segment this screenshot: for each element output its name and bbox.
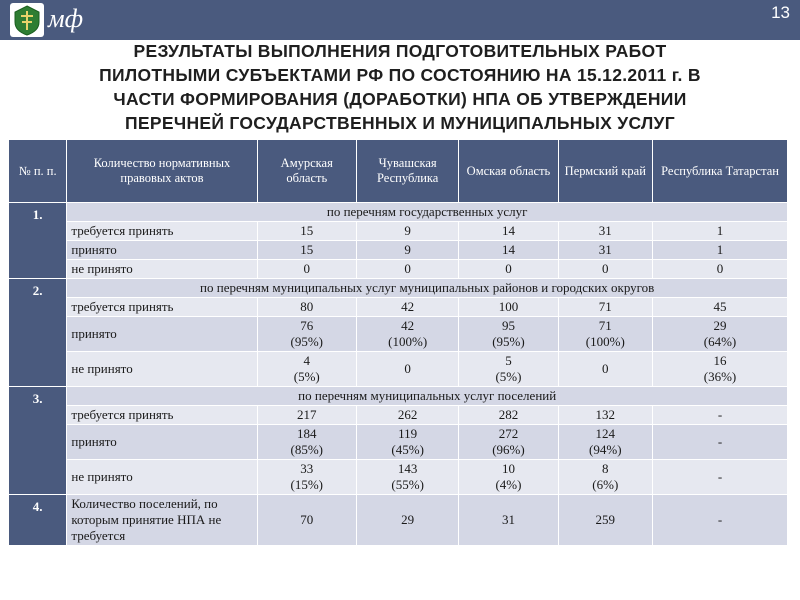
section-row: [9, 203, 788, 222]
row-number: 3.: [9, 387, 67, 495]
row-label: принято: [67, 317, 257, 352]
section-row: [9, 279, 788, 298]
row-label: принято: [67, 425, 257, 460]
table-cell: [653, 222, 788, 241]
row-label: не принято: [67, 352, 257, 387]
table-cell: [558, 241, 652, 260]
row-label: требуется принять: [67, 222, 257, 241]
cell-value: 42: [401, 299, 415, 314]
row-label: не принято: [67, 460, 257, 495]
cell-percent: (5%): [495, 369, 522, 384]
column-header: Пермский край: [558, 140, 652, 203]
row-number: 4.: [9, 495, 67, 546]
column-header: Чувашская Республика: [356, 140, 458, 203]
table-cell: [558, 317, 652, 352]
table-row: [9, 222, 788, 241]
table-header-row: [9, 140, 788, 203]
results-table: [8, 139, 788, 546]
row-number: 2.: [9, 279, 67, 387]
table-cell: [459, 460, 558, 495]
cell-value: 4: [303, 353, 310, 368]
section-title: по перечням муниципальных услуг муниципальных районов и городских округов: [67, 279, 788, 298]
page-title: [20, 39, 780, 135]
table-cell: [356, 298, 458, 317]
cell-value: 0: [404, 261, 411, 276]
cell-value: 71: [598, 299, 612, 314]
cell-value: 124: [595, 426, 616, 441]
table-cell: [459, 317, 558, 352]
table-cell: [356, 222, 458, 241]
cell-value: -: [717, 512, 723, 527]
emblem-icon: [10, 3, 44, 37]
table-cell: [459, 352, 558, 387]
table-cell: [653, 406, 788, 425]
table-cell: [459, 495, 558, 546]
table-row: [9, 425, 788, 460]
cell-value: 0: [303, 261, 310, 276]
table-row: [9, 460, 788, 495]
cell-percent: (4%): [495, 477, 522, 492]
title-line: ЧАСТИ ФОРМИРОВАНИЯ (ДОРАБОТКИ) НПА ОБ УТВЕРЖДЕНИИ: [113, 89, 687, 109]
cell-value: 42: [401, 318, 415, 333]
cell-value: 16: [713, 353, 727, 368]
table-cell: [356, 260, 458, 279]
cell-value: 71: [598, 318, 612, 333]
table-row: [9, 495, 788, 546]
cell-percent: (85%): [290, 442, 323, 457]
title-line: РЕЗУЛЬТАТЫ ВЫПОЛНЕНИЯ ПОДГОТОВИТЕЛЬНЫХ РАБОТ: [133, 41, 667, 61]
row-label: не принято: [67, 260, 257, 279]
table-cell: [558, 260, 652, 279]
cell-value: 15: [300, 242, 314, 257]
cell-value: 10: [501, 461, 515, 476]
cell-value: 45: [713, 299, 727, 314]
table-cell: [459, 425, 558, 460]
table-cell: [558, 495, 652, 546]
table-cell: [558, 298, 652, 317]
cell-value: 5: [505, 353, 512, 368]
table-cell: [653, 352, 788, 387]
table-cell: [459, 298, 558, 317]
cell-value: 119: [398, 426, 418, 441]
table-row: [9, 241, 788, 260]
cell-value: 143: [397, 461, 418, 476]
cell-percent: (45%): [391, 442, 424, 457]
logo-mark: мф: [48, 4, 84, 33]
cell-value: 14: [501, 242, 515, 257]
table-cell: [459, 241, 558, 260]
column-header: Количество нормативных правовых актов: [67, 140, 257, 203]
cell-value: 132: [595, 407, 616, 422]
table-cell: [257, 317, 356, 352]
row-number: 1.: [9, 203, 67, 279]
cell-value: 272: [498, 426, 519, 441]
cell-value: 29: [401, 512, 415, 527]
table-cell: [558, 460, 652, 495]
row-label: принято: [67, 241, 257, 260]
table-cell: [356, 495, 458, 546]
cell-value: 95: [501, 318, 515, 333]
section-title: по перечням государственных услуг: [67, 203, 788, 222]
table-cell: [257, 222, 356, 241]
table-cell: [356, 241, 458, 260]
table-cell: [257, 425, 356, 460]
cell-value: 14: [501, 223, 515, 238]
table-row: [9, 317, 788, 352]
cell-value: 70: [300, 512, 314, 527]
cell-percent: (95%): [492, 334, 525, 349]
table-cell: [356, 406, 458, 425]
table-cell: [257, 241, 356, 260]
table-row: [9, 298, 788, 317]
cell-value: 9: [404, 223, 411, 238]
cell-value: -: [717, 407, 723, 422]
table-cell: [356, 352, 458, 387]
cell-percent: (55%): [391, 477, 424, 492]
table-cell: [558, 425, 652, 460]
cell-value: 31: [598, 242, 612, 257]
table-cell: [257, 260, 356, 279]
cell-value: 0: [404, 361, 411, 376]
section-row: [9, 387, 788, 406]
column-header: Амурская область: [257, 140, 356, 203]
cell-value: 282: [498, 407, 519, 422]
cell-value: 184: [297, 426, 317, 441]
cell-value: 262: [397, 407, 418, 422]
table-cell: [653, 317, 788, 352]
table-cell: [558, 352, 652, 387]
table-cell: [653, 495, 788, 546]
cell-value: 33: [300, 461, 314, 476]
table-cell: [257, 352, 356, 387]
table-cell: [558, 222, 652, 241]
title-line: ПИЛОТНЫМИ СУБЪЕКТАМИ РФ ПО СОСТОЯНИЮ НА 15.12.2011 г. В: [99, 65, 701, 85]
cell-value: 100: [498, 299, 519, 314]
table-cell: [653, 260, 788, 279]
table-cell: [558, 406, 652, 425]
table-cell: [653, 241, 788, 260]
table-cell: [653, 460, 788, 495]
cell-value: 0: [602, 261, 609, 276]
cell-value: 0: [505, 261, 512, 276]
table-row: [9, 260, 788, 279]
cell-value: 1: [716, 242, 724, 257]
cell-value: 80: [300, 299, 314, 314]
table-cell: [257, 495, 356, 546]
ministry-logo: [10, 3, 44, 37]
cell-value: 0: [602, 361, 609, 376]
table-cell: [459, 406, 558, 425]
cell-value: 9: [404, 242, 411, 257]
title-line: ПЕРЕЧНЕЙ ГОСУДАРСТВЕННЫХ И МУНИЦИПАЛЬНЫХ УСЛУГ: [125, 113, 675, 133]
cell-percent: (36%): [703, 369, 737, 384]
cell-percent: (6%): [592, 477, 619, 492]
table-cell: [653, 298, 788, 317]
table-cell: [653, 425, 788, 460]
cell-value: 31: [598, 223, 612, 238]
cell-percent: (100%): [585, 334, 625, 349]
row-label: требуется принять: [67, 298, 257, 317]
cell-value: 1: [716, 223, 724, 238]
table-cell: [459, 222, 558, 241]
table-cell: [257, 460, 356, 495]
top-bar: [0, 0, 800, 40]
table-cell: [356, 317, 458, 352]
table-row: [9, 352, 788, 387]
cell-value: 217: [297, 407, 317, 422]
cell-percent: (100%): [388, 334, 428, 349]
page-number: 13: [771, 3, 790, 22]
table-cell: [459, 260, 558, 279]
row-label: требуется принять: [67, 406, 257, 425]
cell-value: 76: [300, 318, 314, 333]
column-header: Республика Татарстан: [653, 140, 788, 203]
cell-value: 29: [713, 318, 727, 333]
table-cell: [356, 425, 458, 460]
cell-percent: (94%): [589, 442, 622, 457]
cell-percent: (5%): [293, 369, 320, 384]
cell-percent: (96%): [492, 442, 525, 457]
section-title: по перечням муниципальных услуг поселений: [67, 387, 788, 406]
cell-value: -: [717, 434, 723, 449]
table-cell: [356, 460, 458, 495]
row-label: Количество поселений, по которым принятие НПА не требуется: [67, 495, 257, 546]
cell-value: 259: [595, 512, 616, 527]
column-header: Омская область: [459, 140, 558, 203]
cell-value: 0: [716, 261, 724, 276]
column-header: № п. п.: [9, 140, 67, 203]
cell-percent: (64%): [703, 334, 737, 349]
table-row: [9, 406, 788, 425]
cell-percent: (15%): [290, 477, 323, 492]
cell-value: -: [717, 469, 723, 484]
cell-value: 31: [501, 512, 515, 527]
cell-percent: (95%): [290, 334, 323, 349]
table-cell: [257, 406, 356, 425]
cell-value: 15: [300, 223, 314, 238]
cell-value: 8: [602, 461, 609, 476]
table-cell: [257, 298, 356, 317]
